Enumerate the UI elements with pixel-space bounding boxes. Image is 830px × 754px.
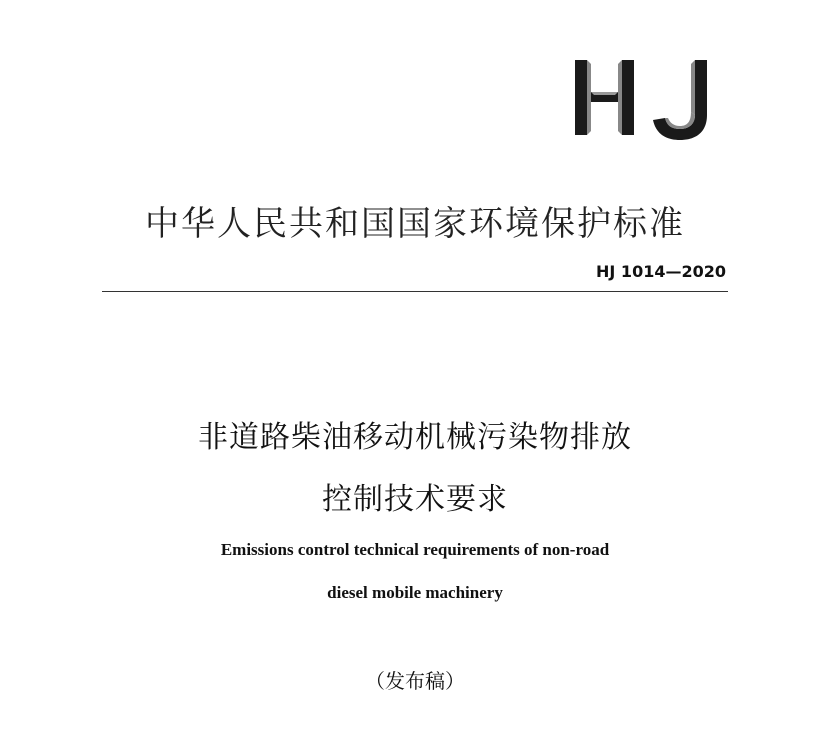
chinese-title-line2: 控制技术要求: [322, 482, 508, 517]
header-divider: [102, 291, 728, 292]
hj-logo: [570, 50, 720, 150]
issuing-organization: 中华人民共和国国家环境保护标准: [145, 204, 685, 244]
release-status: （发布稿）: [365, 669, 465, 693]
english-title-line2: diesel mobile machinery: [327, 583, 503, 602]
standard-number: HJ 1014—2020: [596, 262, 726, 281]
chinese-title-line1: 非道路柴油移动机械污染物排放: [198, 420, 632, 455]
english-title-line1: Emissions control technical requirements of non-road: [220, 540, 610, 559]
